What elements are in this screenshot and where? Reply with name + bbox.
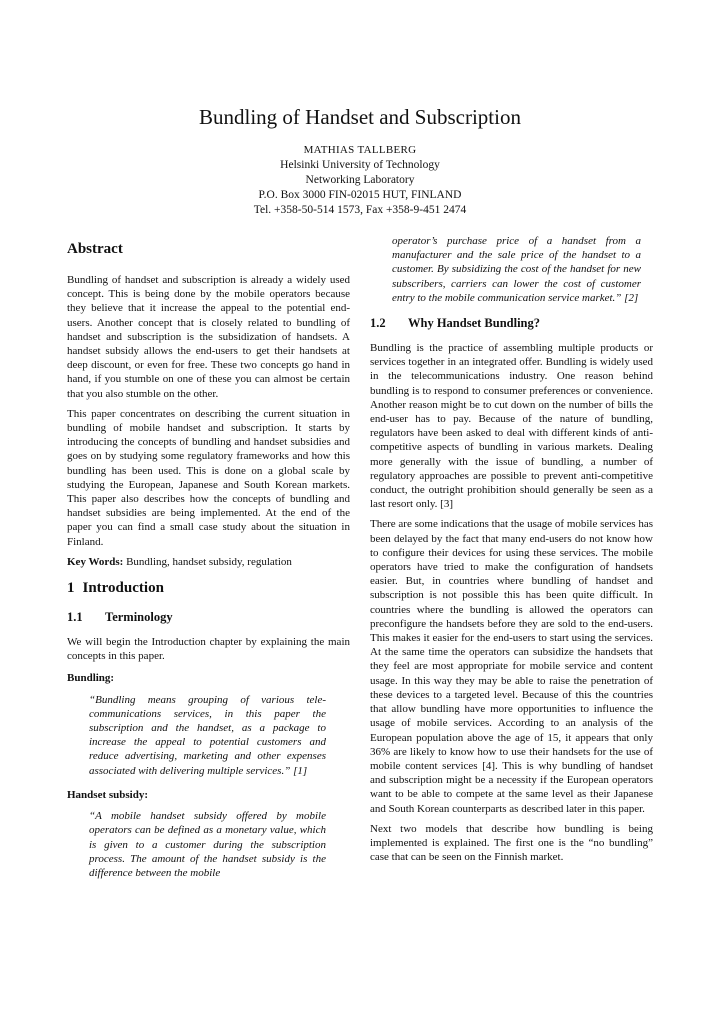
affiliation-line: Helsinki University of Technology — [280, 159, 440, 171]
keywords-label: Key Words: — [67, 555, 124, 568]
paper-title: Bundling of Handset and Subscription — [199, 105, 521, 129]
left-column — [67, 234, 350, 890]
body-paragraph: We will begin the Introduction chapter by explaining the main concepts in this paper. — [67, 636, 350, 663]
term-handset-subsidy: Handset subsidy: — [67, 788, 149, 801]
subsection-title: Terminology — [105, 610, 173, 625]
abstract-heading: Abstract — [67, 241, 123, 257]
abstract-paragraph: This paper concentrates on describing the current situation in bundling of mobile handset and subscription. It starts by introducing the concepts of bundling and handset subsidies and goes on by studying some regulatory frameworks and how this bundling has been used. This is done on a global scale by studying the European, Japanese and South Korean markets. This paper also describes how the concepts of bundling and handset subsidies are being implemented. At the end of the paper you can find a small case study about the situation in Finland. — [67, 407, 350, 548]
abstract-paragraph: Bundling of handset and subscription is already a widely used concept. This is being done by the mobile operators because they believe that it increase the appeal to the potential end-users. Another concept that is closely related to bundling of handset and subscription is the subsidization of handsets. A handset subsidy allows the end-users to get their handsets at deep discount, or even for free. These two concepts go hand in hand, if you stumble on one of these you can almost be certain that you also stumble on the other. — [67, 274, 350, 400]
affiliation-line: Networking Laboratory — [305, 174, 415, 186]
keywords — [67, 555, 350, 569]
subsection-number: 1.1 — [67, 610, 83, 625]
quote-subsidy-definition-continued: operator’s purchase price of a handset from a manufacturer and the sale price of the handset to a customer. By subsidizing the cost of the handset for new subscribers, carriers can lower the cost of customer entry to the mobile communication service market.” [2] — [392, 235, 641, 304]
subsection-title: Why Handset Bundling? — [408, 316, 540, 331]
keywords-text: Bundling, handset subsidy, regulation — [123, 555, 292, 568]
quote-subsidy-definition: “A mobile handset subsidy offered by mobile operators can be defined as a monetary value, which is given to a customer during the subscription process. The amount of the handset subsidy is the difference between the mobile — [89, 810, 326, 879]
body-paragraph: Next two models that describe how bundling is being implemented is explained. The first one is the “no bundling” case that can be seen on the Finnish market. — [370, 822, 653, 864]
author-name: MATHIAS TALLBERG — [303, 144, 417, 156]
body-paragraph: There are some indications that the usage of mobile services has been delayed by the fact that many end-users do not know how to configure their devices for using these services. The mobile operators have tried to make the configuration of handsets easier. But, in countries where bundling of handset and subscription is not possible this has been quite difficult. In countries where the bundling is allowed the operators can preconfigure the handsets before they are sold to the end-users. This makes it easier for the end-users to start using the services. At the same time the operators can subsidize the handsets that they feel are most appropriate for mobile service and content usage. In this way they may be able to raise the penetration of these devices to a targeted level. Because of this the countries that allow bundling have more opportunities to influence the usage of mobile services. According to an analysis of the European population above the age of 15, it appears that only 36% are likely to know how to use their handsets for the use of mobile content services [4]. This is why bundling of handset and subscription might be a necessity if the European operators want to be able to compete at the same level as their Japanese and South Korean counterparts as described later in this paper. — [370, 518, 653, 815]
section-heading-introduction — [67, 579, 350, 597]
subsection-heading-terminology — [67, 609, 350, 625]
affiliation-line: P.O. Box 3000 FIN-02015 HUT, FINLAND — [258, 189, 462, 201]
right-column — [370, 234, 653, 870]
section-title: Introduction — [82, 580, 164, 597]
section-number: 1 — [67, 580, 75, 597]
subsection-heading-why-bundling — [370, 315, 653, 331]
subsection-number: 1.2 — [370, 316, 386, 331]
quote-bundling-definition: “Bundling means grouping of various tele-communications services, in this paper the subscription and the handset, as a package to increase the appeal to potential customers and reduce advertising, marketing and other expenses associated with delivering multiple services.” [1] — [89, 693, 326, 777]
paper-header — [0, 104, 720, 218]
term-bundling: Bundling: — [67, 672, 115, 685]
affiliation-line: Tel. +358-50-514 1573, Fax +358-9-451 2474 — [253, 204, 467, 216]
body-paragraph: Bundling is the practice of assembling multiple products or services together in an integrated offer. Bundling is widely used in the telecommunications industry. One reason behind bundling is to respond to consumer preferences or convenience. Another reason might be to cut down on the number of bills the end-user has to pay. Because of the nature of bundling, regulators have been asked to deal with different kinds of anti-competitive aspects of bundling in various markets. Dealing more generally with the issue of bundling, a number of regulatory approaches are possible to prevent anti-competitive conduct, the outright prohibition should generally be seen as a last resort only. [3] — [370, 342, 653, 511]
